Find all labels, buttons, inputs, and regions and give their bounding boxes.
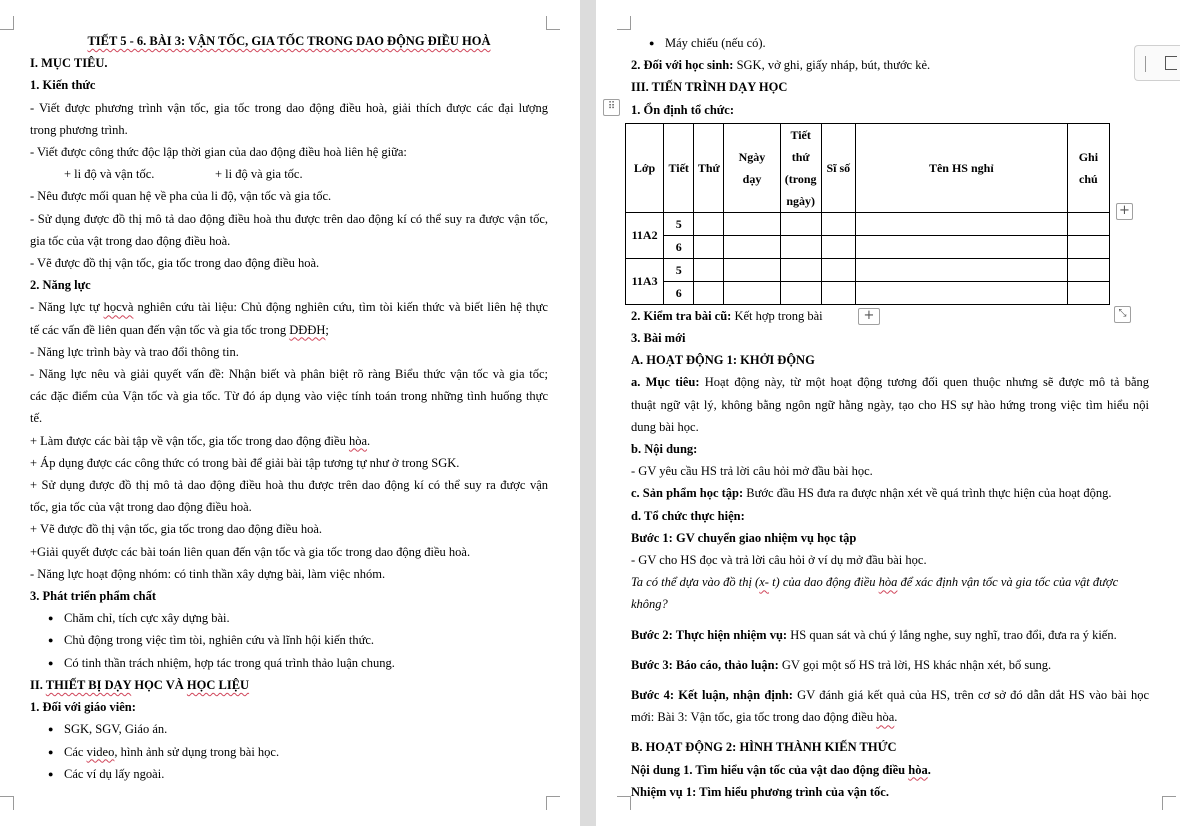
header-cell[interactable]: Sĩ số [821,123,855,212]
period-cell[interactable]: 5 [664,212,694,235]
spelling-flag[interactable]: x- [759,575,769,590]
step-heading: Bước 1: GV chuyển giao nhiệm vụ học tập [631,530,857,545]
paragraph: - Viết được phương trình vận tốc, gia tốc trong dao động điều hoà, giải thích được các đại lượng [30,100,548,115]
crop-mark [617,796,631,810]
paragraph: - Sử dụng được đồ thị mô tả dao động điều hoà thu được trên dao động kí có thể suy ra được vận tốc, [30,211,548,226]
paragraph: - Năng lực hoạt động nhóm: có tinh thần xây dựng bài, làm việc nhóm. [30,566,386,581]
spelling-flag[interactable]: THIẾT BỊ DẠY [45,677,132,692]
paragraph: - GV yêu cầu HS trả lời câu hỏi mở đầu bài học. [631,464,873,479]
paragraph: dung bài học. [631,419,699,434]
table-cell[interactable] [694,258,724,281]
page-right-body[interactable] [631,32,1149,803]
header-cell[interactable]: Ghi chú [1067,123,1109,212]
crop-mark [0,796,14,810]
question-text: Ta có thể dựa vào đồ thị (x- t) của dao động điều hòa để xác định vận tốc và gia tốc của vật được [631,575,1119,590]
task-heading: Nhiệm vụ 1: Tìm hiểu phương trình của vận tốc. [631,784,889,799]
paragraph: trong phương trình. [30,122,128,137]
lesson-title: TIẾT 5 - 6. BÀI 3: VẬN TỐC, GIA TỐC TRONG DAO ĐỘNG ĐIỀU HOÀ [87,34,491,48]
list-item: ● Có tinh thần trách nhiệm, hợp tác trong quá trình thảo luận chung. [30,652,548,674]
header-cell[interactable]: Tên HS nghỉ [855,123,1067,212]
header-cell[interactable]: Lớp [626,123,664,212]
table-move-handle-icon[interactable]: ⠿ [603,99,620,116]
table-cell[interactable] [694,281,724,304]
period-cell[interactable]: 6 [664,235,694,258]
add-row-button[interactable]: + [858,308,880,325]
paragraph: 2. Đối với học sinh: SGK, vở ghi, giấy nháp, bút, thước kẻ. [631,58,931,73]
crop-mark [546,796,560,810]
paragraph: gia tốc của vật trong dao động điều hoà. [30,233,231,248]
table-cell[interactable] [694,212,724,235]
table-cell[interactable] [724,281,780,304]
subsection-heading: 1. Kiến thức [30,78,96,93]
table-cell[interactable] [855,258,1067,281]
paragraph: + Sử dụng được đồ thị mô tả dao động điều hoà thu được trên dao động kí có thể suy ra được vận [30,478,548,493]
list-item: ● SGK, SGV, Giáo án. [30,718,548,740]
subsection-heading: 2. Năng lực [30,278,91,293]
spelling-flag[interactable]: DĐĐH [289,322,326,337]
question-text: không? [631,597,668,612]
add-column-button[interactable]: + [1116,203,1133,220]
spelling-flag[interactable]: HỌC LIỆU [186,677,250,692]
paragraph: - Nêu được mối quan hệ về pha của li độ, vận tốc và gia tốc. [30,189,332,204]
subsection-heading: 1. Ổn định tổ chức: [631,102,735,117]
table-cell[interactable] [821,281,855,304]
class-cell[interactable]: 11A3 [626,258,664,304]
header-cell[interactable]: Tiết [664,123,694,212]
list-item: ● Các video, hình ảnh sử dụng trong bài học. [30,741,548,763]
subsection-heading: d. Tổ chức thực hiện: [631,508,745,523]
paragraph: mới: Bài 3: Vận tốc, gia tốc trong dao động điều hòa. [631,710,898,725]
subsection-heading: 3. Phát triển phẩm chất [30,589,157,604]
activity-heading: A. HOẠT ĐỘNG 1: KHỞI ĐỘNG [631,353,815,368]
paragraph: a. Mục tiêu: Hoạt động này, từ một hoạt động tương đối quen thuộc nhưng sẽ được mô tả bằng [631,375,1149,390]
subsection-heading: b. Nội dung: [631,442,698,457]
paragraph: - Năng lực nêu và giải quyết vấn đề: Nhận biết và phân biệt rõ ràng Biểu thức vận tốc và gia tốc; [30,367,548,382]
paragraph: + Áp dụng được các công thức có trong bài để giải bài tập tương tự như ở trong SGK. [30,455,460,470]
paragraph [30,163,548,185]
paragraph: + Làm được các bài tập về vận tốc, gia tốc trong dao động điều hòa. [30,433,371,448]
table-cell[interactable] [821,258,855,281]
panel-icon [1165,56,1177,70]
table-cell[interactable] [694,235,724,258]
crop-mark [546,16,560,30]
table-cell[interactable] [780,235,821,258]
spelling-flag[interactable]: hòa [878,575,898,590]
header-cell[interactable]: Ngày dạy [724,123,780,212]
paragraph: - Năng lực tự họcvà nghiên cứu tài liệu: Chủ động nghiên cứu, tìm tòi kiến thức và biết liên hệ thực [30,300,548,315]
list-item: ● Các ví dụ lấy ngoài. [30,763,548,785]
spelling-flag[interactable]: họcvà [103,300,134,315]
table-cell[interactable] [724,258,780,281]
table-cell[interactable] [821,235,855,258]
table-cell[interactable] [724,235,780,258]
document-page-right [596,0,1180,826]
crop-mark [0,16,14,30]
paragraph: c. Sản phẩm học tập: Bước đầu HS đưa ra được nhận xét về quá trình thực hiện của hoạt động. [631,486,1112,501]
paragraph: - Vẽ được đồ thị vận tốc, gia tốc trong dao động điều hoà. [30,256,320,271]
paragraph: các đặc điểm của Vận tốc và gia tốc. Từ đó áp dụng vào việc tính toán trong những tình huống thực [30,389,548,404]
table-cell[interactable] [855,281,1067,304]
list-item: ● Chăm chỉ, tích cực xây dựng bài. [30,607,548,629]
section-heading: III. TIẾN TRÌNH DẠY HỌC [631,80,788,95]
paragraph: - Viết được công thức độc lập thời gian của dao động điều hoà liên hệ giữa: [30,145,407,160]
header-cell[interactable]: Thứ [694,123,724,212]
paragraph: tế. [30,411,43,426]
list-item: ● Chủ động trong việc tìm tòi, nghiên cứu và lĩnh hội kiến thức. [30,629,548,651]
paragraph: thuật ngữ vật lý, không bằng ngôn ngữ hằng ngày, tạo cho HS sự hào hứng trong việc tìm hiểu nội [631,397,1149,412]
header-cell[interactable]: Tiết thứ (trong ngày) [780,123,821,212]
table-cell[interactable] [1067,235,1109,258]
table-cell[interactable] [780,258,821,281]
spelling-flag[interactable]: hòa [908,762,928,777]
table-header-row [626,123,1110,212]
table-cell[interactable] [780,212,821,235]
subsection-heading: 3. Bài mới [631,331,686,346]
sub-item: + li độ và vận tốc. [64,167,155,182]
table-cell[interactable] [1067,212,1109,235]
table-cell[interactable] [1067,281,1109,304]
sub-item: + li độ và gia tốc. [215,167,303,182]
table-resize-handle-icon[interactable]: ⤡ [1114,306,1131,323]
paragraph: +Giải quyết được các bài toán liên quan đến vận tốc và gia tốc trong dao động điều hoà. [30,544,471,559]
paragraph: tế các vấn đề liên quan đến vận tốc và gia tốc trong DĐĐH; [30,322,329,337]
crop-mark [1162,796,1176,810]
paragraph: Bước 4: Kết luận, nhận định: GV đánh giá kết quả của HS, trên cơ sở đó dẫn dắt HS vào bài học [631,688,1149,703]
table-cell[interactable] [855,235,1067,258]
activity-heading: B. HOẠT ĐỘNG 2: HÌNH THÀNH KIẾN THỨC [631,740,897,755]
spelling-flag[interactable]: hòa [348,433,368,448]
paragraph: - GV cho HS đọc và trả lời câu hỏi ở ví dụ mở đầu bài học. [631,553,927,568]
paragraph: - Năng lực trình bày và trao đổi thông tin. [30,344,239,359]
document-page-left [0,0,580,826]
table-cell[interactable] [855,212,1067,235]
table-cell[interactable] [821,212,855,235]
spelling-flag[interactable]: hòa [876,710,895,725]
subsection-heading: 1. Đối với giáo viên: [30,700,136,715]
paragraph: Bước 2: Thực hiện nhiệm vụ: HS quan sát và chú ý lắng nghe, suy nghĩ, trao đổi, đưa ra ý kiến. [631,627,1117,642]
section-heading: II. THIẾT BỊ DẠY HỌC VÀ HỌC LIỆU [30,677,250,692]
page-gutter [580,0,596,826]
paragraph: 2. Kiểm tra bài cũ: Kết hợp trong bài [631,308,823,323]
class-cell[interactable]: 11A2 [626,212,664,258]
crop-mark [617,16,631,30]
paragraph: Bước 3: Báo cáo, thảo luận: GV gọi một số HS trả lời, HS khác nhận xét, bổ sung. [631,657,1052,672]
page-left-body[interactable] [30,30,548,785]
paragraph: tốc, gia tốc của vật trong dao động điều hoà. [30,500,252,515]
list-item: ● Máy chiếu (nếu có). [631,32,1149,54]
section-heading: I. MỤC TIÊU. [30,56,108,71]
attendance-table[interactable] [625,123,1110,305]
table-row [626,235,1110,258]
period-cell[interactable]: 5 [664,258,694,281]
table-cell[interactable] [780,281,821,304]
period-cell[interactable]: 6 [664,281,694,304]
paragraph: + Vẽ được đồ thị vận tốc, gia tốc trong dao động điều hoà. [30,522,323,537]
table-cell[interactable] [724,212,780,235]
table-row [626,212,1110,235]
table-cell[interactable] [1067,258,1109,281]
table-row [626,281,1110,304]
content-heading: Nội dung 1. Tìm hiểu vận tốc của vật dao động điều hòa. [631,762,931,777]
table-row [626,258,1110,281]
spelling-flag[interactable]: video [86,744,115,759]
